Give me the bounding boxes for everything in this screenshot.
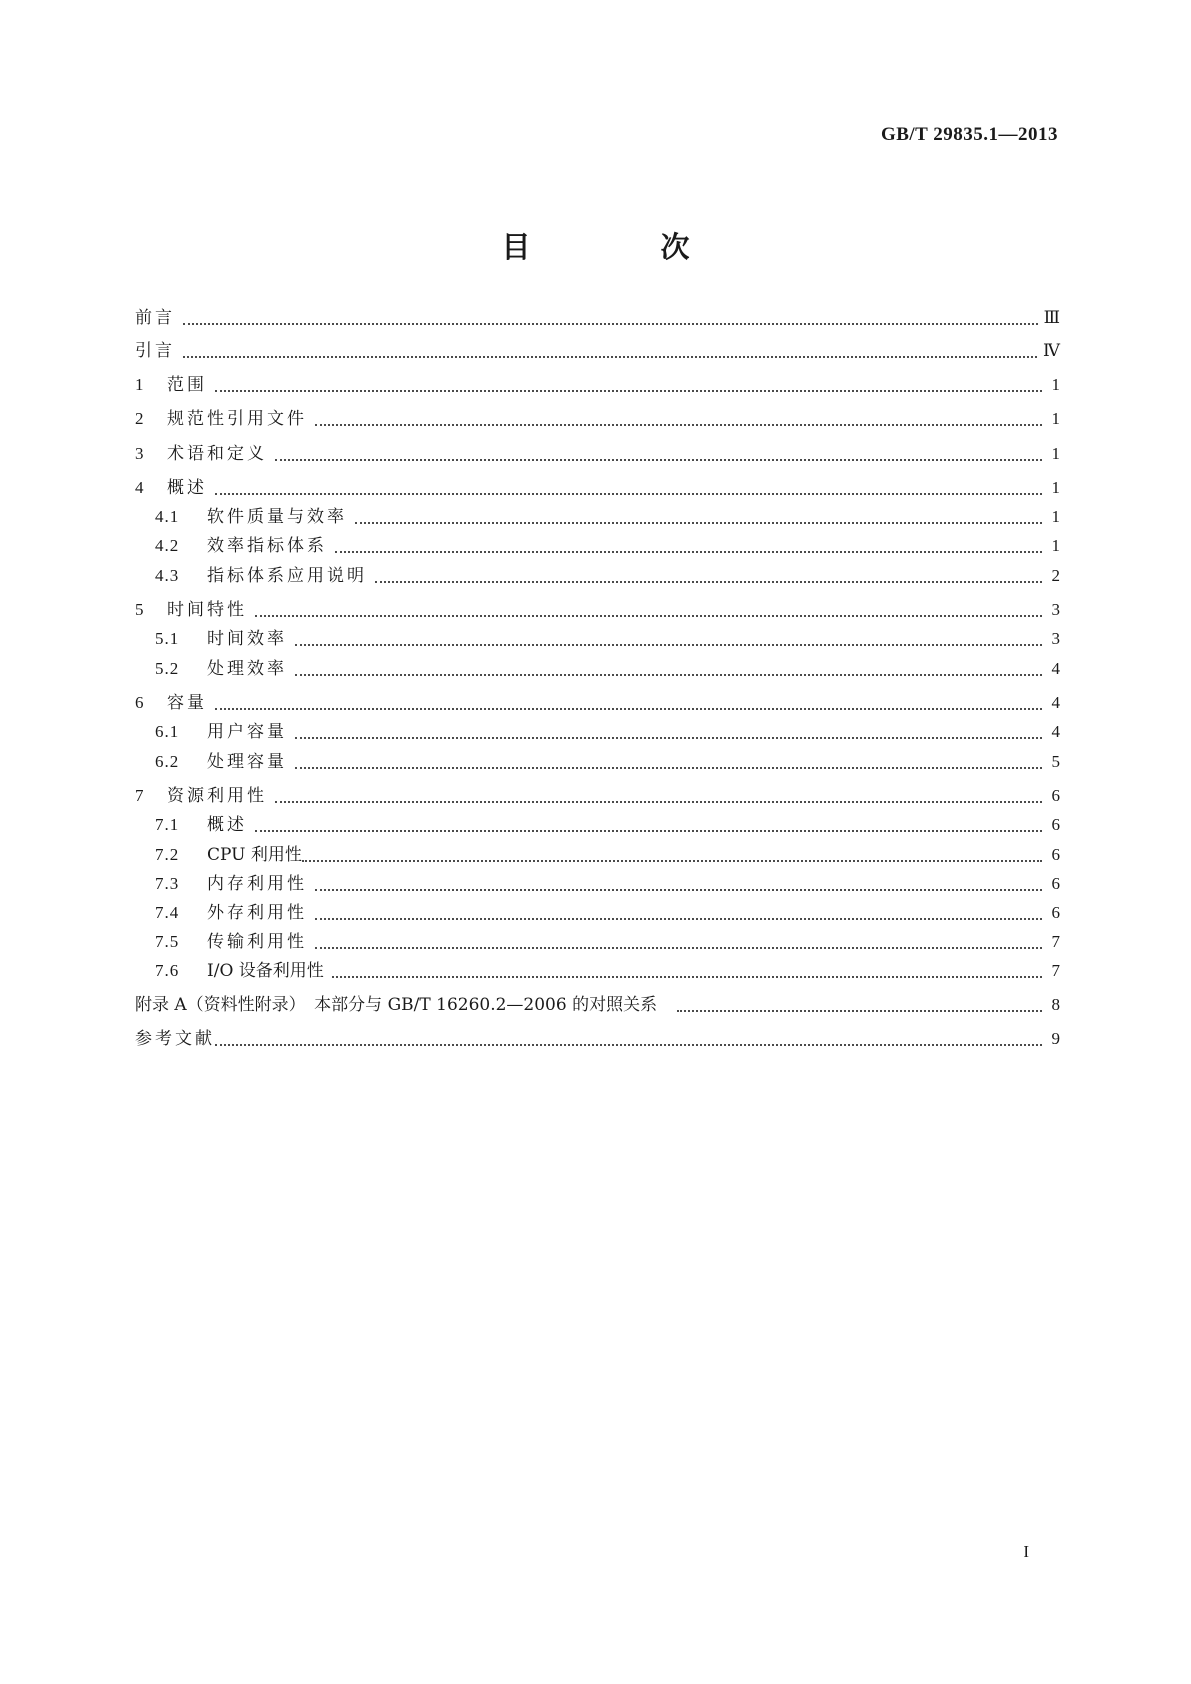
toc-entry-page: Ⅳ: [1043, 341, 1060, 360]
toc-leader-dots: [183, 355, 1037, 358]
toc-entry-label: 外存利用性: [207, 903, 307, 923]
toc-entry-label: 软件质量与效率: [207, 507, 347, 527]
toc-leader-dots: [315, 917, 1042, 920]
toc-entry-page: 5: [1051, 752, 1060, 771]
toc-entry-label: 术语和定义: [167, 444, 267, 464]
toc-leader-dots: [295, 736, 1042, 739]
toc-entry-label: 指标体系应用说明: [207, 566, 367, 586]
toc-title: 目 次: [501, 230, 750, 264]
toc-entry-page: 8: [1051, 995, 1060, 1014]
toc-entry-label: 容量: [167, 693, 207, 713]
toc-entry-page: 1: [1051, 375, 1060, 394]
toc-entry-page: 7: [1051, 961, 1060, 980]
toc-entry-number: 5: [135, 600, 145, 619]
toc-leader-dots: [315, 946, 1042, 949]
toc-entry-6-2[interactable]: [155, 749, 1060, 775]
toc-leader-dots: [215, 707, 1042, 710]
toc-entry-page: Ⅲ: [1043, 308, 1060, 327]
toc-entry-page: 1: [1051, 478, 1060, 497]
toc-entry-page: 7: [1051, 932, 1060, 951]
toc-entry-4-1[interactable]: [155, 504, 1060, 530]
toc-entry-annex-a[interactable]: [135, 992, 1060, 1018]
toc-entry-number: 7.3: [155, 874, 180, 893]
toc-entry-number: 7.4: [155, 903, 180, 922]
toc-entry-label: 参考文献: [135, 1029, 215, 1049]
toc-entry-label: 附录 A（资料性附录） 本部分与 GB/T 16260.2—2006 的对照关系: [135, 995, 658, 1015]
toc-entry-page: 4: [1051, 722, 1060, 741]
toc-entry-2[interactable]: [135, 406, 1060, 432]
toc-entry-number: 2: [135, 409, 145, 428]
toc-entry-number: 7.1: [155, 815, 180, 834]
toc-entry-page: 4: [1051, 693, 1060, 712]
toc-leader-dots: [255, 614, 1042, 617]
toc-entry-number: 4.2: [155, 536, 180, 555]
toc-entry-7-4[interactable]: [155, 900, 1060, 926]
toc-entry-1[interactable]: [135, 372, 1060, 398]
toc-entry-number: 7.5: [155, 932, 180, 951]
toc-entry-page: 1: [1051, 409, 1060, 428]
toc-entry-label: 概述: [207, 815, 247, 835]
toc-leader-dots: [302, 859, 1042, 862]
toc-leader-dots: [332, 975, 1042, 978]
toc-entry-page: 6: [1051, 874, 1060, 893]
toc-entry-label: 范围: [167, 375, 207, 395]
toc-entry-page: 6: [1051, 845, 1060, 864]
toc-entry-page: 6: [1051, 903, 1060, 922]
toc-entry-number: 7.2: [155, 845, 180, 864]
toc-entry-page: 1: [1051, 536, 1060, 555]
toc-leader-dots: [183, 322, 1038, 325]
toc-leader-dots: [215, 492, 1042, 495]
toc-leader-dots: [275, 800, 1042, 803]
toc-leader-dots: [335, 550, 1042, 553]
toc-entry-5[interactable]: [135, 597, 1060, 623]
toc-entry-label: 处理效率: [207, 659, 287, 679]
toc-entry-7-2[interactable]: [155, 842, 1060, 868]
toc-leader-dots: [215, 389, 1042, 392]
toc-leader-dots: [295, 643, 1042, 646]
toc-entry-4-3[interactable]: [155, 563, 1060, 589]
toc-entry-label: 资源利用性: [167, 786, 267, 806]
toc-entry-page: 6: [1051, 786, 1060, 805]
toc-entry-label: 时间效率: [207, 629, 287, 649]
toc-entry-foreword[interactable]: [135, 305, 1060, 331]
toc-entry-number: 1: [135, 375, 145, 394]
toc-entry-7[interactable]: [135, 783, 1060, 809]
toc-leader-dots: [275, 458, 1042, 461]
toc-entry-number: 6.1: [155, 722, 180, 741]
footer-page-number: I: [1023, 1542, 1029, 1561]
toc-entry-4[interactable]: [135, 475, 1060, 501]
toc-entry-label: 时间特性: [167, 600, 247, 620]
toc-leader-dots: [677, 1009, 1042, 1012]
toc-leader-dots: [255, 829, 1042, 832]
toc-entry-6-1[interactable]: [155, 719, 1060, 745]
toc-leader-dots: [295, 766, 1042, 769]
toc-entry-number: 4.3: [155, 566, 180, 585]
toc-entry-number: 7.6: [155, 961, 180, 980]
toc-entry-label: 用户容量: [207, 722, 287, 742]
toc-leader-dots: [295, 673, 1042, 676]
toc-leader-dots: [315, 888, 1042, 891]
toc-leader-dots: [315, 423, 1042, 426]
toc-entry-introduction[interactable]: [135, 338, 1060, 364]
toc-entry-page: 6: [1051, 815, 1060, 834]
toc-entry-label: 概述: [167, 478, 207, 498]
toc-entry-label: CPU 利用性: [207, 845, 302, 865]
toc-entry-page: 1: [1051, 507, 1060, 526]
toc-entry-6[interactable]: [135, 690, 1060, 716]
toc-entry-label: 规范性引用文件: [167, 409, 307, 429]
toc-entry-7-6[interactable]: [155, 958, 1060, 984]
toc-entry-3[interactable]: [135, 441, 1060, 467]
toc-leader-dots: [215, 1043, 1042, 1046]
toc-entry-number: 7: [135, 786, 145, 805]
toc-entry-label: 引言: [135, 341, 175, 361]
toc-entry-7-1[interactable]: [155, 812, 1060, 838]
toc-entry-label: I/O 设备利用性: [207, 961, 324, 981]
toc-entry-page: 1: [1051, 444, 1060, 463]
standard-code: GB/T 29835.1—2013: [880, 124, 1058, 145]
toc-leader-dots: [355, 521, 1042, 524]
toc-entry-label: 内存利用性: [207, 874, 307, 894]
toc-entry-label: 处理容量: [207, 752, 287, 772]
toc-entry-number: 5.1: [155, 629, 180, 648]
toc-entry-label: 前言: [135, 308, 175, 328]
toc-entry-5-2[interactable]: [155, 656, 1060, 682]
toc-leader-dots: [375, 580, 1042, 583]
toc-entry-label: 效率指标体系: [207, 536, 327, 556]
toc-entry-page: 2: [1051, 566, 1060, 585]
toc-entry-number: 6.2: [155, 752, 180, 771]
toc-entry-5-1[interactable]: [155, 626, 1060, 652]
toc-entry-4-2[interactable]: [155, 533, 1060, 559]
toc-entry-number: 4.1: [155, 507, 180, 526]
toc-entry-page: 4: [1051, 659, 1060, 678]
toc-entry-number: 3: [135, 444, 145, 463]
toc-entry-number: 5.2: [155, 659, 180, 678]
toc-entry-number: 4: [135, 478, 145, 497]
toc-entry-7-3[interactable]: [155, 871, 1060, 897]
toc-entry-page: 3: [1051, 600, 1060, 619]
toc-entry-page: 3: [1051, 629, 1060, 648]
toc-entry-number: 6: [135, 693, 145, 712]
toc-entry-page: 9: [1051, 1029, 1060, 1048]
toc-entry-bibliography[interactable]: [135, 1026, 1060, 1052]
toc-entry-7-5[interactable]: [155, 929, 1060, 955]
toc-entry-label: 传输利用性: [207, 932, 307, 952]
